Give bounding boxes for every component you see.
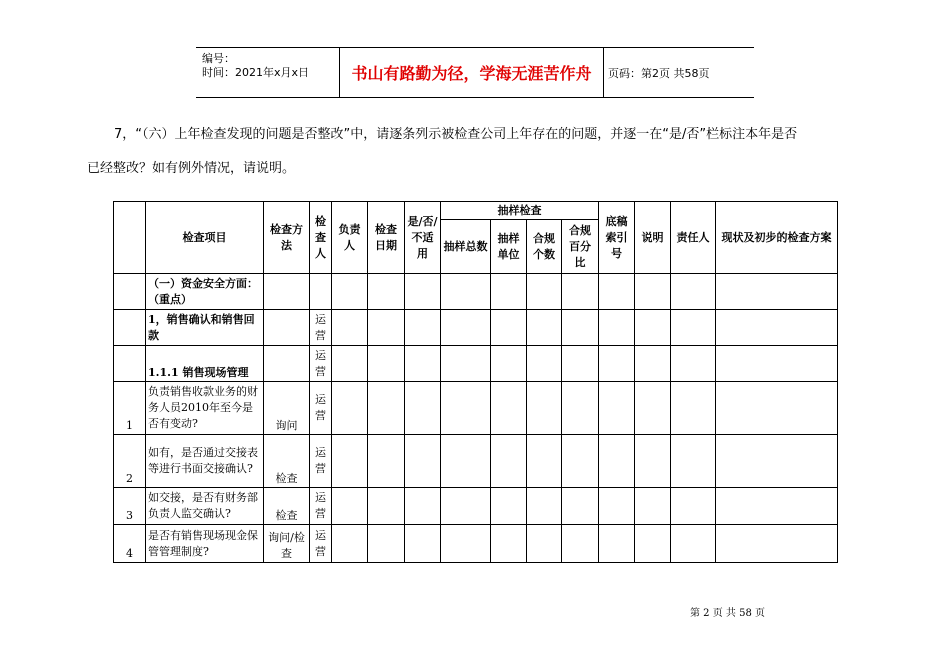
empty-cell: [635, 488, 671, 525]
empty-cell: [491, 382, 527, 435]
empty-cell: [716, 346, 838, 382]
empty-cell: [599, 382, 635, 435]
empty-cell: [405, 488, 441, 525]
header-compliant-count: 合规个数: [527, 220, 562, 274]
empty-cell: [716, 310, 838, 346]
empty-cell: [441, 382, 491, 435]
empty-cell: [527, 310, 562, 346]
empty-cell: [491, 435, 527, 488]
empty-cell: [527, 382, 562, 435]
empty-cell: [671, 310, 716, 346]
empty-cell: [716, 488, 838, 525]
empty-cell: [332, 310, 368, 346]
intro-line-1: 7，“（六）上年检查发现的问题是否整改”中，请逐条列示被检查公司上年存在的问题，并逐一在“是/否”栏标注本年是否: [114, 127, 798, 142]
empty-cell: [671, 346, 716, 382]
row-item: （一）资金安全方面：（重点）: [146, 274, 264, 310]
empty-cell: [716, 274, 838, 310]
header-status-plan: 现状及初步的检查方案: [716, 202, 838, 274]
row-number: [114, 310, 146, 346]
header-responsible: 负责人: [332, 202, 368, 274]
header-inspector: 检查人: [310, 202, 332, 274]
row-inspector: 运营: [310, 310, 332, 346]
empty-cell: [405, 525, 441, 563]
header-page-label: 页码：第2页 共58页: [608, 66, 710, 80]
empty-cell: [635, 310, 671, 346]
empty-cell: [368, 488, 405, 525]
empty-cell: [368, 435, 405, 488]
empty-cell: [671, 382, 716, 435]
row-number: [114, 346, 146, 382]
row-method: 检查: [264, 488, 310, 525]
header-method: 检查方法: [264, 202, 310, 274]
row-inspector: 运营: [310, 488, 332, 525]
empty-cell: [671, 274, 716, 310]
empty-cell: [491, 310, 527, 346]
table-row: [114, 346, 838, 382]
empty-cell: [441, 346, 491, 382]
empty-cell: [562, 488, 599, 525]
row-method: [264, 310, 310, 346]
number-label: 编号：: [202, 52, 235, 65]
row-number: 1: [114, 382, 146, 435]
empty-cell: [491, 274, 527, 310]
row-inspector: 运营: [310, 525, 332, 563]
empty-cell: [599, 525, 635, 563]
empty-cell: [368, 310, 405, 346]
header-meta: [196, 48, 339, 97]
empty-cell: [332, 346, 368, 382]
empty-cell: [635, 435, 671, 488]
empty-cell: [332, 382, 368, 435]
empty-cell: [332, 525, 368, 563]
row-method: 检查: [264, 435, 310, 488]
empty-cell: [332, 435, 368, 488]
empty-cell: [527, 435, 562, 488]
empty-cell: [635, 525, 671, 563]
row-item: 如交接，是否有财务部负责人监交确认?: [146, 488, 264, 525]
empty-cell: [671, 525, 716, 563]
header-motto: 书山有路勤为径，学海无涯苦作舟: [339, 48, 604, 97]
empty-cell: [405, 435, 441, 488]
empty-cell: [562, 310, 599, 346]
header-date: 检查日期: [368, 202, 405, 274]
row-item: 1，销售确认和销售回款: [146, 310, 264, 346]
empty-cell: [491, 346, 527, 382]
header-no: [114, 202, 146, 274]
empty-cell: [599, 488, 635, 525]
empty-cell: [405, 274, 441, 310]
empty-cell: [491, 488, 527, 525]
table-row: [114, 310, 838, 346]
header-sample-unit: 抽样单位: [491, 220, 527, 274]
header-yes-no: 是/否/不适用: [405, 202, 441, 274]
row-number: 3: [114, 488, 146, 525]
empty-cell: [441, 310, 491, 346]
empty-cell: [332, 488, 368, 525]
empty-cell: [527, 488, 562, 525]
table-row: [114, 382, 838, 435]
row-method: 询问/检查: [264, 525, 310, 563]
header-sampling: 抽样检查: [441, 202, 599, 220]
empty-cell: [527, 346, 562, 382]
empty-cell: [368, 274, 405, 310]
header-item: 检查项目: [146, 202, 264, 274]
row-item: 是否有销售现场现金保管管理制度?: [146, 525, 264, 563]
empty-cell: [527, 274, 562, 310]
empty-cell: [562, 525, 599, 563]
page-footer: 第 2 页 共 58 页: [690, 608, 765, 619]
table-row: [114, 488, 838, 525]
time-label: 时间：2021年x月x日: [202, 66, 310, 79]
row-method: 询问: [264, 382, 310, 435]
empty-cell: [635, 274, 671, 310]
empty-cell: [491, 525, 527, 563]
empty-cell: [599, 435, 635, 488]
row-number: 4: [114, 525, 146, 563]
empty-cell: [441, 525, 491, 563]
empty-cell: [635, 382, 671, 435]
empty-cell: [527, 525, 562, 563]
empty-cell: [405, 310, 441, 346]
header-owner: 责任人: [671, 202, 716, 274]
page-header: [196, 47, 754, 98]
empty-cell: [368, 382, 405, 435]
table-row: [114, 435, 838, 488]
row-method: [264, 274, 310, 310]
row-item: 负责销售收款业务的财务人员2010年至今是否有变动?: [146, 382, 264, 435]
empty-cell: [332, 274, 368, 310]
row-inspector: [310, 274, 332, 310]
empty-cell: [599, 310, 635, 346]
row-inspector: 运营: [310, 346, 332, 382]
empty-cell: [716, 382, 838, 435]
header-note: 说明: [635, 202, 671, 274]
row-item: 如有，是否通过交接表等进行书面交接确认?: [146, 435, 264, 488]
row-inspector: 运营: [310, 435, 332, 488]
empty-cell: [562, 346, 599, 382]
row-number: [114, 274, 146, 310]
row-method: [264, 346, 310, 382]
empty-cell: [405, 346, 441, 382]
row-inspector: 运营: [310, 382, 332, 435]
header-sample-total: 抽样总数: [441, 220, 491, 274]
empty-cell: [599, 346, 635, 382]
inspection-table: [113, 201, 838, 563]
row-number: 2: [114, 435, 146, 488]
empty-cell: [562, 435, 599, 488]
empty-cell: [716, 525, 838, 563]
empty-cell: [368, 346, 405, 382]
empty-cell: [599, 274, 635, 310]
row-item: 1.1.1 销售现场管理: [146, 346, 264, 382]
table-row: [114, 525, 838, 563]
table-row: [114, 274, 838, 310]
header-draft-ref: 底稿索引号: [599, 202, 635, 274]
empty-cell: [405, 382, 441, 435]
empty-cell: [441, 274, 491, 310]
intro-line-2: 已经整改？如有例外情况，请说明。: [87, 161, 296, 176]
empty-cell: [441, 488, 491, 525]
empty-cell: [562, 274, 599, 310]
empty-cell: [671, 488, 716, 525]
empty-cell: [368, 525, 405, 563]
empty-cell: [562, 382, 599, 435]
empty-cell: [441, 435, 491, 488]
empty-cell: [671, 435, 716, 488]
empty-cell: [635, 346, 671, 382]
header-compliant-pct: 合规百分比: [562, 220, 599, 274]
empty-cell: [716, 435, 838, 488]
